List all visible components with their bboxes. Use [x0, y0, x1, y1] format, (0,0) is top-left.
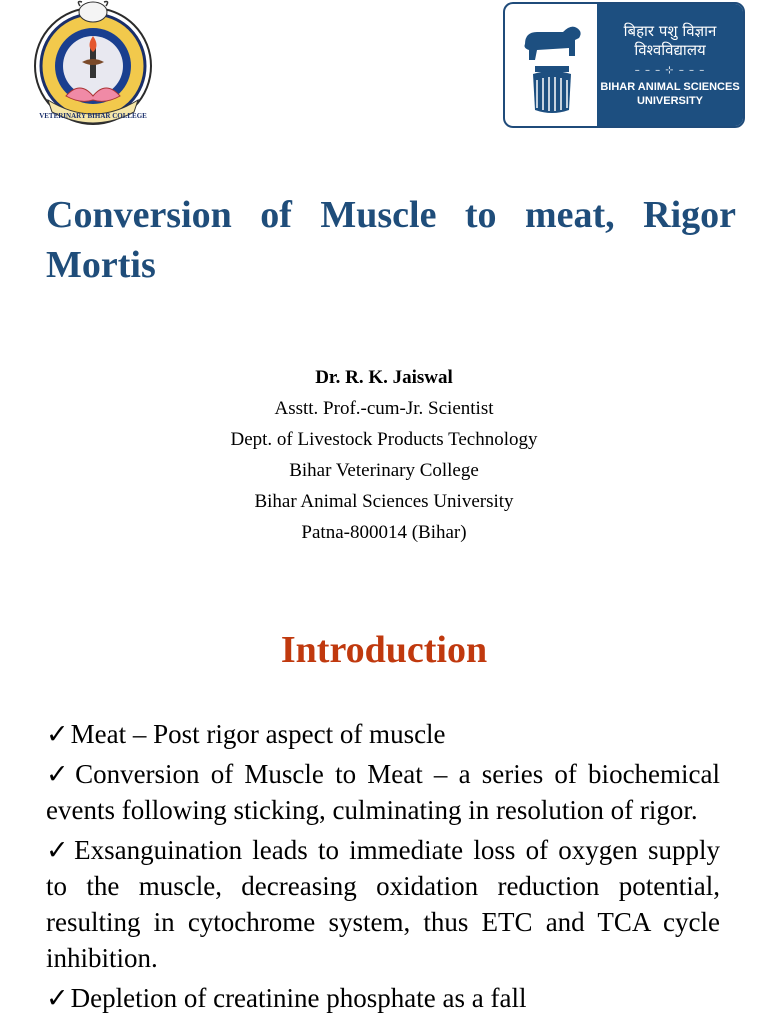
- checkmark-icon: ✓: [46, 983, 69, 1013]
- ornament-divider: – – – ⊹ – – –: [634, 65, 706, 76]
- author-name: Dr. R. K. Jaiswal: [315, 367, 453, 388]
- author-department: Dept. of Livestock Products Technology: [230, 429, 538, 450]
- veterinary-college-logo: [30, 0, 156, 128]
- bullet-list: [46, 716, 720, 1020]
- bull-emblem-icon: [505, 4, 597, 126]
- university-name-panel: [597, 4, 743, 126]
- bullet-item: [46, 756, 720, 828]
- author-university: Bihar Animal Sciences University: [254, 491, 514, 512]
- university-name-hindi-line2: विश्वविद्यालय: [634, 41, 706, 59]
- bullet-item: [46, 980, 720, 1016]
- bullet-text: Exsanguination leads to immediate loss of oxygen supply to the muscle, decreasing oxidation reduction potential, resulting in cytochrome system, thus ETC and TCA cycle inhibition.: [46, 835, 720, 973]
- author-block: [0, 362, 768, 548]
- logo-left-caption: VETERINARY BIHAR COLLEGE: [39, 112, 147, 120]
- checkmark-icon: ✓: [46, 719, 69, 749]
- bullet-text: Conversion of Muscle to Meat – a series of biochemical events following sticking, culminating in resolution of rigor.: [46, 759, 721, 825]
- bullet-text: Meat – Post rigor aspect of muscle: [70, 719, 446, 749]
- author-address: Patna-800014 (Bihar): [301, 522, 467, 543]
- checkmark-icon: ✓: [46, 759, 74, 789]
- bullet-item: [46, 832, 720, 976]
- university-name-hindi-line1: बिहार पशु विज्ञान: [623, 22, 717, 40]
- document-title: Conversion of Muscle to meat, Rigor Mortis: [46, 194, 736, 286]
- university-logo: [503, 2, 745, 128]
- section-title: Introduction: [280, 629, 488, 671]
- university-name-english-line1: BIHAR ANIMAL SCIENCES: [600, 81, 740, 93]
- bullet-item: [46, 716, 720, 752]
- checkmark-icon: ✓: [46, 835, 73, 865]
- author-designation: Asstt. Prof.-cum-Jr. Scientist: [274, 398, 494, 419]
- author-college: Bihar Veterinary College: [289, 460, 479, 481]
- university-name-english-line2: UNIVERSITY: [636, 95, 703, 107]
- bullet-text: Depletion of creatinine phosphate as a fall: [70, 983, 527, 1013]
